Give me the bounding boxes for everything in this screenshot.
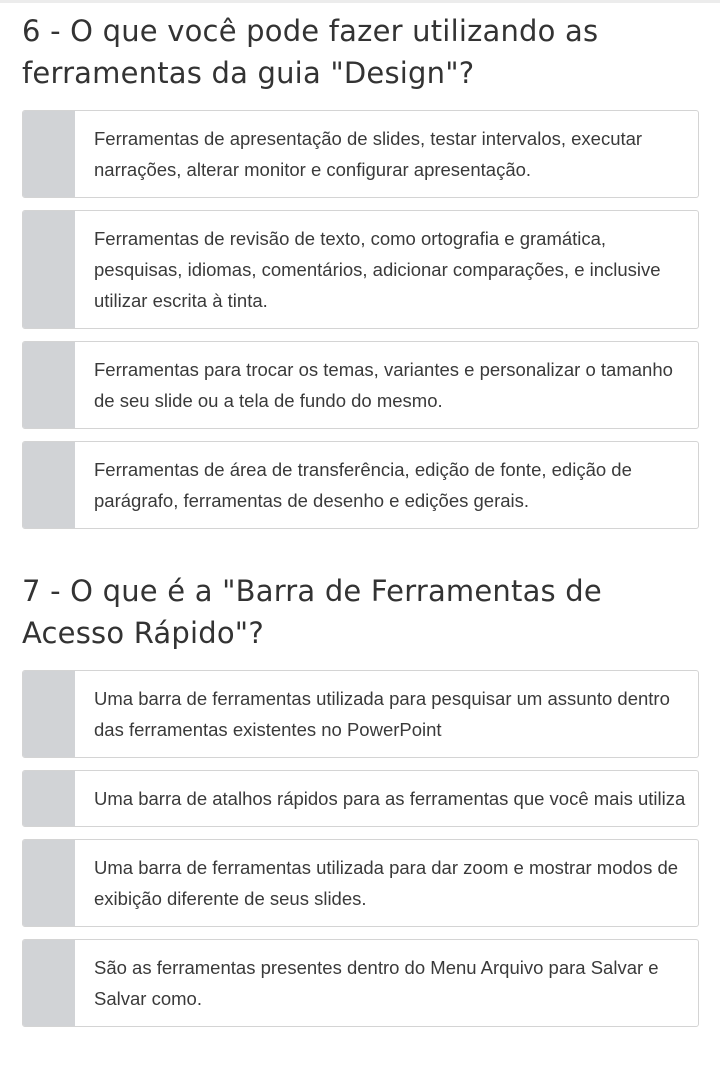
option-label: Ferramentas para trocar os temas, variantes e personalizar o tamanho de seu slide ou a tela de fundo do mesmo. — [94, 359, 673, 411]
answer-option-b[interactable] — [22, 210, 699, 329]
option-selector[interactable] — [23, 111, 75, 197]
answer-options — [22, 670, 699, 1027]
question-title: 7 - O que é a "Barra de Ferramentas de Acesso Rápido"? — [22, 574, 602, 650]
option-label: Ferramentas de revisão de texto, como ortografia e gramática, pesquisas, idiomas, comentários, adicionar comparações, e inclusive utilizar escrita à tinta. — [94, 228, 661, 311]
top-divider — [0, 0, 720, 3]
option-selector[interactable] — [23, 840, 75, 926]
option-selector[interactable] — [23, 771, 75, 826]
answer-option-a[interactable] — [22, 110, 699, 198]
question-6 — [22, 10, 699, 541]
question-7 — [22, 570, 699, 1039]
option-label: Ferramentas de área de transferência, edição de fonte, edição de parágrafo, ferramentas de desenho e edições gerais. — [94, 459, 632, 511]
option-label: Uma barra de ferramentas utilizada para pesquisar um assunto dentro das ferramentas existentes no PowerPoint — [94, 688, 670, 740]
option-label: Uma barra de ferramentas utilizada para dar zoom e mostrar modos de exibição diferente de seus slides. — [94, 857, 679, 909]
option-selector[interactable] — [23, 442, 75, 528]
answer-options — [22, 110, 699, 529]
answer-option-c[interactable] — [22, 839, 699, 927]
question-title: 6 - O que você pode fazer utilizando as ferramentas da guia "Design"? — [22, 14, 599, 90]
option-selector[interactable] — [23, 342, 75, 428]
option-label: São as ferramentas presentes dentro do Menu Arquivo para Salvar e Salvar como. — [94, 957, 659, 1009]
answer-option-d[interactable] — [22, 939, 699, 1027]
option-selector[interactable] — [23, 940, 75, 1026]
answer-option-a[interactable] — [22, 670, 699, 758]
option-label: Ferramentas de apresentação de slides, testar intervalos, executar narrações, alterar monitor e configurar apresentação. — [94, 128, 643, 180]
answer-option-b[interactable] — [22, 770, 699, 827]
option-label: Uma barra de atalhos rápidos para as ferramentas que você mais utiliza — [94, 788, 686, 809]
option-selector[interactable] — [23, 671, 75, 757]
option-selector[interactable] — [23, 211, 75, 328]
answer-option-d[interactable] — [22, 441, 699, 529]
answer-option-c[interactable] — [22, 341, 699, 429]
